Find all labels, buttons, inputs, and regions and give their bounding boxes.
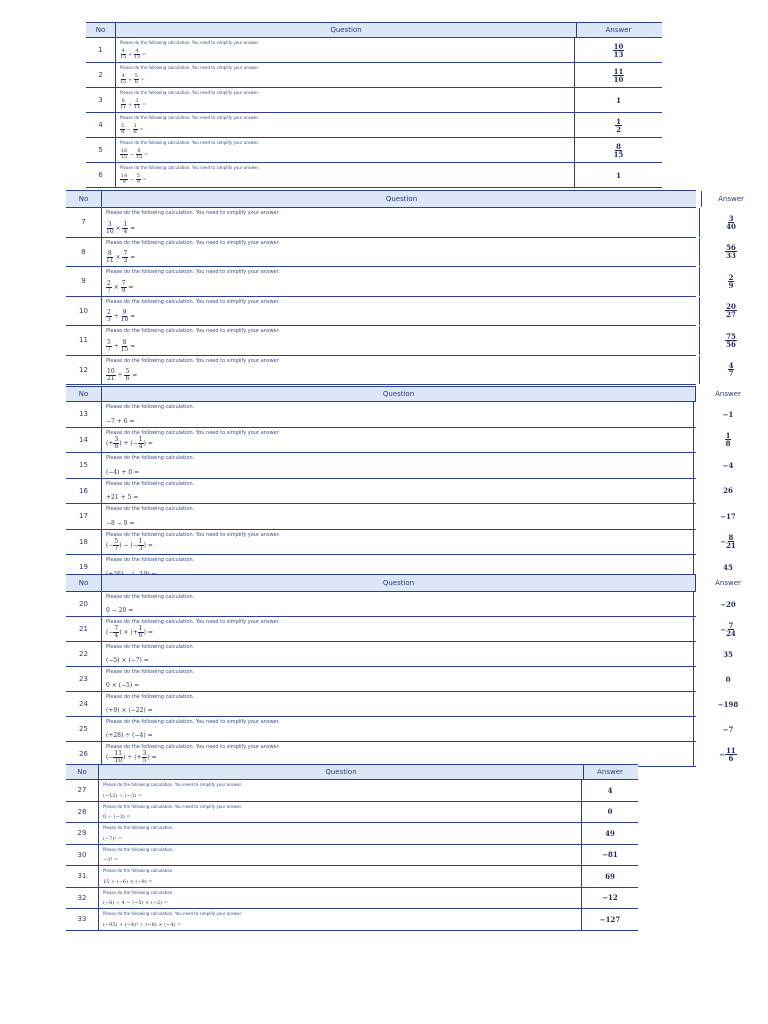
row-number: 20 <box>79 600 88 608</box>
question-cell <box>101 267 700 296</box>
question-cell <box>98 845 582 866</box>
fraction: $\frac{4}{13}$ <box>133 48 141 60</box>
question-expression: $\frac{4}{15}$ + $\frac{4}{13}$ = <box>120 48 146 60</box>
fraction: $\frac{7}{4}$ <box>114 625 119 639</box>
answer-cell: −127 <box>599 914 621 924</box>
question-cell <box>101 326 700 355</box>
question-instruction: Please do the following calculation. <box>106 694 195 700</box>
question-expression: (−4) + 0 = <box>106 468 140 476</box>
question-cell <box>101 504 694 529</box>
answer-cell <box>694 428 762 453</box>
question-instruction: Please do the following calculation. <box>106 644 195 650</box>
table-body <box>66 592 739 767</box>
row-number: 12 <box>79 365 88 374</box>
fraction: $\frac{5}{6}$ <box>125 368 130 382</box>
row-number: 10 <box>79 306 88 315</box>
answer-cell: −4 <box>722 460 734 470</box>
question-cell <box>101 617 694 641</box>
header-question: Question <box>98 765 584 779</box>
question-instruction: Please do the following calculation. You need to simplify your answer. <box>106 269 280 275</box>
answer-cell <box>700 238 762 267</box>
question-expression: (−95) + (−4)³ ÷ (−8) × (−4) = <box>103 921 182 928</box>
answer-cell: − $\frac{11}{6}$ <box>719 745 736 763</box>
fraction: $\frac{4}{7}$ <box>728 361 734 379</box>
table-row <box>86 138 662 163</box>
question-instruction: Please do the following calculation. <box>106 594 195 600</box>
fraction: $\frac{56}{33}$ <box>726 243 736 261</box>
table-header <box>86 22 662 38</box>
row-number: 30 <box>77 850 87 859</box>
row-number: 24 <box>79 700 88 708</box>
question-cell <box>101 356 700 385</box>
fraction: $\frac{16}{15}$ <box>121 148 128 160</box>
answer-cell <box>700 297 762 326</box>
question-cell <box>101 297 700 326</box>
fraction: $\frac{1}{2}$ <box>616 116 621 134</box>
question-cell <box>101 428 694 453</box>
row-number: 32 <box>77 893 87 902</box>
question-expression: $\frac{2}{3}$ ÷ $\frac{9}{10}$ = <box>107 309 136 323</box>
fraction: $\frac{5}{7}$ <box>114 538 119 552</box>
question-expression: $\frac{5}{8}$ − $\frac{1}{8}$ = <box>121 123 144 135</box>
row-number: 11 <box>79 336 88 345</box>
question-expression: $\frac{8}{11}$ × $\frac{7}{3}$ = <box>106 250 136 264</box>
row-number: 4 <box>98 121 103 129</box>
answer-cell: −81 <box>602 850 618 860</box>
question-expression: (−7)² = <box>103 835 123 842</box>
header-answer: Answer <box>597 768 623 776</box>
question-cell <box>101 692 694 716</box>
table-row <box>86 113 662 138</box>
question-instruction: Please do the following calculation. You need to simplify your answer. <box>106 239 280 246</box>
question-instruction: Please do the following calculation. You need to simplify your answer. <box>103 782 243 787</box>
row-number: 7 <box>81 218 86 227</box>
fraction: $\frac{2}{7}$ <box>107 279 111 294</box>
question-cell <box>98 823 582 844</box>
question-expression: (−12) ÷ (−3) = <box>103 792 142 799</box>
fraction: $\frac{11}{10}$ <box>114 750 123 764</box>
worksheet-table-2 <box>66 190 744 385</box>
question-expression: $\frac{14}{9}$ − $\frac{5}{9}$ = <box>121 173 147 185</box>
row-number: 1 <box>98 46 103 54</box>
question-expression: (−5) × (−7) = <box>106 657 149 664</box>
fraction: $\frac{8}{11}$ <box>120 98 127 110</box>
fraction: $\frac{7}{3}$ <box>123 250 128 264</box>
row-number: 22 <box>79 650 88 658</box>
fraction: $\frac{9}{10}$ <box>120 309 129 323</box>
question-expression: −7 + 6 = <box>106 417 135 425</box>
question-expression: +21 + 5 = <box>106 494 139 501</box>
table-row <box>66 866 638 888</box>
question-instruction: Please do the following calculation. <box>106 557 195 563</box>
fraction: $\frac{10}{21}$ <box>107 368 115 382</box>
answer-cell: 0 <box>725 674 731 684</box>
question-expression: (− $\frac{5}{7}$ ) − (− $\frac{1}{3}$ ) = <box>106 538 153 552</box>
question-expression: 0 × (−5) = <box>106 682 140 689</box>
table-header <box>66 386 741 402</box>
question-instruction: Please do the following calculation. <box>106 506 195 512</box>
question-cell <box>101 530 694 555</box>
fraction: $\frac{1}{6}$ <box>138 625 143 639</box>
row-number: 31 <box>77 872 87 881</box>
worksheet-table-4 <box>66 574 741 767</box>
table-row <box>66 453 734 479</box>
question-cell <box>101 479 694 504</box>
table-row <box>66 267 734 297</box>
fraction: $\frac{5}{9}$ <box>136 173 140 185</box>
row-number: 26 <box>79 750 88 758</box>
row-number: 27 <box>77 786 87 795</box>
table-row <box>86 63 662 88</box>
answer-cell: 69 <box>605 871 615 881</box>
row-number: 21 <box>79 625 88 633</box>
question-expression: (+28) ÷ (−4) = <box>106 732 153 739</box>
row-number: 9 <box>81 277 86 286</box>
header-question: Question <box>101 575 696 591</box>
header-answer: Answer <box>605 26 632 34</box>
question-expression: (− $\frac{7}{4}$ ) × (+ $\frac{1}{6}$ ) = <box>106 625 153 639</box>
answer-cell: −12 <box>602 893 618 903</box>
question-cell <box>101 592 694 616</box>
answer-cell: 49 <box>605 828 615 838</box>
table-header <box>66 190 744 208</box>
row-number: 5 <box>98 146 103 154</box>
fraction: $\frac{5}{8}$ <box>121 123 125 135</box>
row-number: 6 <box>98 171 103 179</box>
row-number: 13 <box>79 410 88 419</box>
question-instruction: Please do the following calculation. You need to simplify your answer. <box>106 298 280 305</box>
header-answer: Answer <box>715 579 741 587</box>
answer-cell: − $\frac{7}{24}$ <box>720 620 736 638</box>
table-row <box>66 530 736 556</box>
answer-cell: −17 <box>720 511 736 521</box>
question-expression: $\frac{5}{7}$ ÷ $\frac{8}{15}$ = <box>107 338 136 353</box>
table-row <box>66 802 638 824</box>
fraction: $\frac{1}{8}$ <box>133 123 137 135</box>
question-expression: $\frac{2}{7}$ × $\frac{7}{9}$ = <box>107 279 134 294</box>
question-instruction: Please do the following calculation. <box>106 480 195 487</box>
table-row <box>66 909 638 931</box>
question-cell <box>101 238 700 267</box>
question-instruction: Please do the following calculation. You need to simplify your answer. <box>120 65 260 70</box>
question-instruction: Please do the following calculation. You need to simplify your answer. <box>106 719 280 725</box>
header-no: No <box>78 579 89 587</box>
question-expression: 0 ÷ (−3) = <box>103 814 131 820</box>
question-expression: −8 − 9 = <box>106 519 135 527</box>
fraction: $\frac{1}{4}$ <box>138 436 143 450</box>
header-no: No <box>77 768 87 776</box>
answer-cell: 0 <box>607 807 613 817</box>
question-instruction: Please do the following calculation. You need to simplify your answer. <box>106 531 280 538</box>
row-number: 18 <box>79 537 88 546</box>
header-no: No <box>95 26 106 34</box>
question-instruction: Please do the following calculation. You need to simplify your answer. <box>106 357 280 364</box>
row-number: 28 <box>77 807 87 816</box>
header-answer: Answer <box>715 390 741 398</box>
question-instruction: Please do the following calculation. You need to simplify your answer. <box>120 115 260 120</box>
answer-cell: 35 <box>723 649 733 659</box>
table-body <box>66 402 736 581</box>
question-instruction: Please do the following calculation. <box>103 846 174 852</box>
answer-cell: −198 <box>717 699 739 709</box>
question-instruction: Please do the following calculation. <box>106 455 195 461</box>
fraction: $\frac{11}{10}$ <box>613 66 624 84</box>
question-cell <box>98 888 582 909</box>
fraction: $\frac{75}{56}$ <box>726 331 736 349</box>
fraction: $\frac{4}{15}$ <box>120 48 127 60</box>
fraction: $\frac{11}{6}$ <box>726 745 736 763</box>
table-body <box>66 208 736 385</box>
question-instruction: Please do the following calculation. <box>103 825 174 830</box>
question-instruction: Please do the following calculation. You need to simplify your answer. <box>106 744 280 750</box>
question-instruction: Please do the following calculation. <box>103 868 174 873</box>
table-row <box>66 845 638 867</box>
fraction: $\frac{3}{40}$ <box>726 213 736 231</box>
fraction: $\frac{3}{5}$ <box>142 750 147 764</box>
table-row <box>66 504 736 530</box>
question-instruction: Please do the following calculation. You need to simplify your answer. <box>106 619 280 625</box>
question-expression: 15 + (−6) × (−9) = <box>103 878 153 885</box>
question-cell <box>101 642 694 666</box>
answer-cell <box>700 208 762 237</box>
fraction: $\frac{8}{15}$ <box>135 148 143 160</box>
answer-cell <box>575 63 662 87</box>
row-number: 14 <box>79 435 88 444</box>
table-header <box>66 764 638 780</box>
fraction: $\frac{1}{3}$ <box>138 538 143 552</box>
question-cell <box>115 88 575 112</box>
table-row <box>66 717 734 742</box>
table-row <box>66 692 739 717</box>
fraction: $\frac{1}{8}$ <box>725 431 731 449</box>
answer-cell: 1 <box>616 95 621 105</box>
header-question: Question <box>101 387 696 401</box>
fraction: $\frac{7}{24}$ <box>726 620 736 638</box>
answer-cell: 45 <box>723 562 733 572</box>
fraction: $\frac{2}{3}$ <box>107 309 111 323</box>
question-instruction: Please do the following calculation. You need to simplify your answer. <box>106 429 280 436</box>
fraction: $\frac{1}{4}$ <box>123 220 128 235</box>
header-no: No <box>78 195 89 203</box>
fraction: $\frac{3}{8}$ <box>114 436 119 450</box>
question-cell <box>98 802 582 823</box>
answer-cell <box>575 38 662 62</box>
row-number: 33 <box>77 915 87 924</box>
row-number: 2 <box>98 71 103 79</box>
table-row <box>66 888 638 910</box>
table-row <box>66 428 731 454</box>
row-number: 17 <box>79 512 88 521</box>
table-row <box>66 823 638 845</box>
header-question: Question <box>115 23 577 37</box>
question-cell <box>115 138 575 162</box>
table-row <box>86 88 662 113</box>
question-expression: (+ $\frac{3}{8}$ ) + (− $\frac{1}{4}$ ) = <box>106 436 153 450</box>
fraction: $\frac{20}{27}$ <box>726 302 736 320</box>
table-row <box>66 326 736 356</box>
fraction: $\frac{8}{15}$ <box>120 338 129 353</box>
table-row <box>66 238 736 268</box>
fraction: $\frac{4}{15}$ <box>120 73 127 85</box>
row-number: 8 <box>81 247 86 256</box>
table-row <box>66 667 731 692</box>
question-instruction: Please do the following calculation. You need to simplify your answer. <box>103 911 243 916</box>
table-row <box>86 163 662 188</box>
header-question: Question <box>101 191 702 207</box>
fraction: $\frac{8}{15}$ <box>613 141 624 159</box>
question-instruction: Please do the following calculation. You need to simplify your answer. <box>120 165 260 170</box>
fraction: $\frac{2}{9}$ <box>728 272 734 290</box>
row-number: 29 <box>77 829 87 838</box>
fraction: $\frac{5}{6}$ <box>134 73 138 85</box>
table-header <box>66 574 741 592</box>
table-row <box>66 402 734 428</box>
fraction: $\frac{5}{7}$ <box>107 338 111 353</box>
question-cell <box>98 780 582 801</box>
row-number: 15 <box>79 461 88 470</box>
question-expression: (−8) ÷ 4 − (−5) × (−2) = <box>103 900 168 906</box>
question-cell <box>115 113 575 137</box>
answer-cell <box>700 326 762 355</box>
answer-cell: 26 <box>723 486 733 496</box>
question-cell <box>115 38 575 62</box>
header-answer: Answer <box>718 195 744 203</box>
answer-cell <box>575 138 662 162</box>
fraction: $\frac{3}{11}$ <box>133 98 141 110</box>
question-expression: $\frac{10}{21}$ ÷ $\frac{5}{6}$ = <box>107 368 138 382</box>
question-cell <box>101 742 694 766</box>
row-number: 3 <box>98 96 103 104</box>
question-cell <box>101 453 694 478</box>
answer-cell: −20 <box>720 599 736 609</box>
table-row <box>66 642 733 667</box>
question-instruction: Please do the following calculation. You need to simplify your answer. <box>120 140 260 145</box>
question-cell <box>101 667 694 691</box>
question-expression: −3⁴ = <box>103 857 119 863</box>
fraction: $\frac{7}{9}$ <box>121 279 126 294</box>
fraction: $\frac{3}{10}$ <box>106 220 114 235</box>
question-cell <box>115 163 575 187</box>
table-row <box>66 780 638 802</box>
worksheet-table-3 <box>66 386 741 581</box>
question-instruction: Please do the following calculation. <box>106 669 195 675</box>
question-cell <box>98 909 582 930</box>
question-instruction: Please do the following calculation. You need to simplify your answer. <box>120 90 260 95</box>
question-instruction: Please do the following calculation. You need to simplify your answer. <box>106 210 280 216</box>
question-expression: (− $\frac{11}{10}$ ) ÷ (+ $\frac{3}{5}$ ) = <box>106 750 157 764</box>
answer-cell: − $\frac{8}{21}$ <box>720 533 736 551</box>
table-row <box>66 297 736 327</box>
table-row <box>66 592 736 617</box>
question-instruction: Please do the following calculation. You need to simplify your answer. <box>106 328 280 334</box>
fraction: $\frac{8}{21}$ <box>726 533 736 551</box>
answer-cell <box>700 267 762 296</box>
row-number: 23 <box>79 675 88 683</box>
question-cell <box>101 402 694 427</box>
row-number: 16 <box>79 486 88 495</box>
answer-cell: 1 <box>616 170 621 180</box>
question-expression: $\frac{3}{10}$ × $\frac{1}{4}$ = <box>106 220 136 235</box>
fraction: $\frac{10}{13}$ <box>613 41 624 59</box>
answer-cell: −1 <box>722 409 734 419</box>
table-row <box>86 38 662 63</box>
question-instruction: Please do the following calculation. <box>106 404 195 410</box>
question-cell <box>101 717 694 741</box>
worksheet-table-5 <box>66 764 638 931</box>
question-expression: 0 − 20 = <box>106 607 134 614</box>
fraction: $\frac{14}{9}$ <box>121 173 128 185</box>
answer-cell <box>575 113 662 137</box>
question-expression: $\frac{4}{15}$ + $\frac{5}{6}$ = <box>120 73 145 85</box>
header-no: No <box>78 390 89 398</box>
table-row <box>66 617 736 642</box>
question-expression: $\frac{16}{15}$ − $\frac{8}{15}$ = <box>121 148 148 160</box>
answer-cell <box>700 356 762 385</box>
table-body <box>86 38 662 188</box>
question-expression: (+9) × (−22) = <box>106 707 153 714</box>
question-cell <box>101 208 700 237</box>
table-row <box>66 208 736 238</box>
answer-cell: 4 <box>607 785 613 795</box>
table-row <box>66 479 733 505</box>
question-instruction: Please do the following calculation. <box>103 889 174 895</box>
answer-cell: −7 <box>722 724 734 734</box>
table-row <box>66 356 734 386</box>
worksheet-table-1 <box>86 22 662 188</box>
question-instruction: Please do the following calculation. You need to simplify your answer. <box>120 40 260 45</box>
question-cell <box>115 63 575 87</box>
row-number: 19 <box>79 563 88 572</box>
fraction: $\frac{8}{11}$ <box>106 250 114 264</box>
question-cell <box>98 866 582 887</box>
table-body <box>66 780 638 931</box>
row-number: 25 <box>79 725 88 733</box>
question-expression: $\frac{8}{11}$ + $\frac{3}{11}$ = <box>120 98 146 110</box>
question-instruction: Please do the following calculation. You need to simplify your answer. <box>103 803 243 809</box>
